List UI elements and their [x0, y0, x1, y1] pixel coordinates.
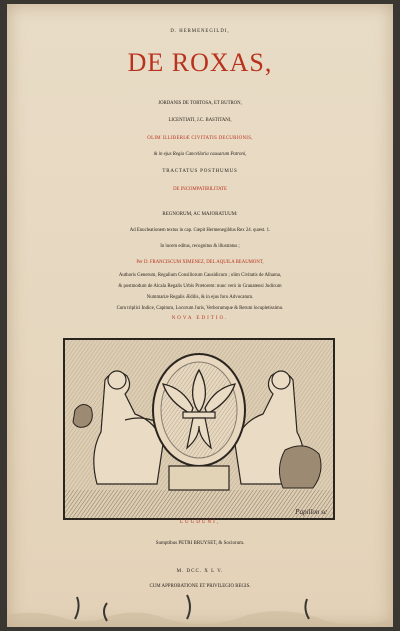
imprint-privilege: CUM APPROBATIONE ET PRIVILEGIO REGIS. [149, 584, 251, 589]
index-note: Cum triplici Indice, Capitum, Locorum Juris, Verborumque & Rerum locupletissimo. [116, 306, 284, 311]
editor-name: Per D. FRANCISCUM XIMENEZ, DEL AQUILA BEAUMONT, [136, 260, 264, 265]
author-surname: DE ROXAS, [127, 48, 273, 77]
fleur-de-lis-cartouche-engraving [65, 340, 333, 518]
work-subtitle: REGNORUM, AC MAJORATUUM: [162, 212, 238, 217]
author-role: & in ejus Regia Cancellaria causarum Patroni, [153, 152, 247, 157]
edition-label: NOVA EDITIO. [171, 316, 229, 321]
engraved-illustration [63, 338, 335, 520]
work-type: TRACTATUS POSTHUMUS [162, 169, 238, 174]
engraver-signature: Papillon sc [295, 508, 327, 516]
edition-note: In lucem editus, recognitus & illustratus ; [160, 244, 240, 249]
title-page [7, 4, 393, 627]
author-degree: LICENTIATI, J.C. BASTITANI, [168, 118, 232, 123]
author-office: OLIM ILLIBERIÆ CIVITATIS DECURIONIS, [147, 136, 253, 141]
author-forename: D. HERMENEGILDI, [170, 29, 230, 34]
author-lineage: JORDANIS DE TORTOSA, ET BUTRON, [158, 101, 242, 106]
imprint-year: M. DCC. X L V. [176, 569, 224, 574]
imprint-city: LUGDUNI, [179, 520, 221, 525]
editor-credentials-2: & postmodum de Alcala Regalis Urbis Prætorem: nunc verò in Granatensi Judicum [118, 284, 282, 289]
editor-credentials-1: Authoris Generum, Regalium Consiliorum Causidicum ; olim Civitatis de Alhama, [118, 273, 282, 278]
work-scope: Ad Enucleationem textus in cap. Cœpit Hermenegildus Rex 24. quæst. 1. [129, 228, 271, 233]
editor-credentials-3: Nummariæ Regalis Ædilis, & in ejus foro Advocatum. [146, 295, 254, 300]
imprint-publisher: Sumptibus PETRI BRUYSET, & Sociorum. [155, 541, 245, 546]
work-title: DE INCOMPATIBILITATE [173, 187, 227, 192]
